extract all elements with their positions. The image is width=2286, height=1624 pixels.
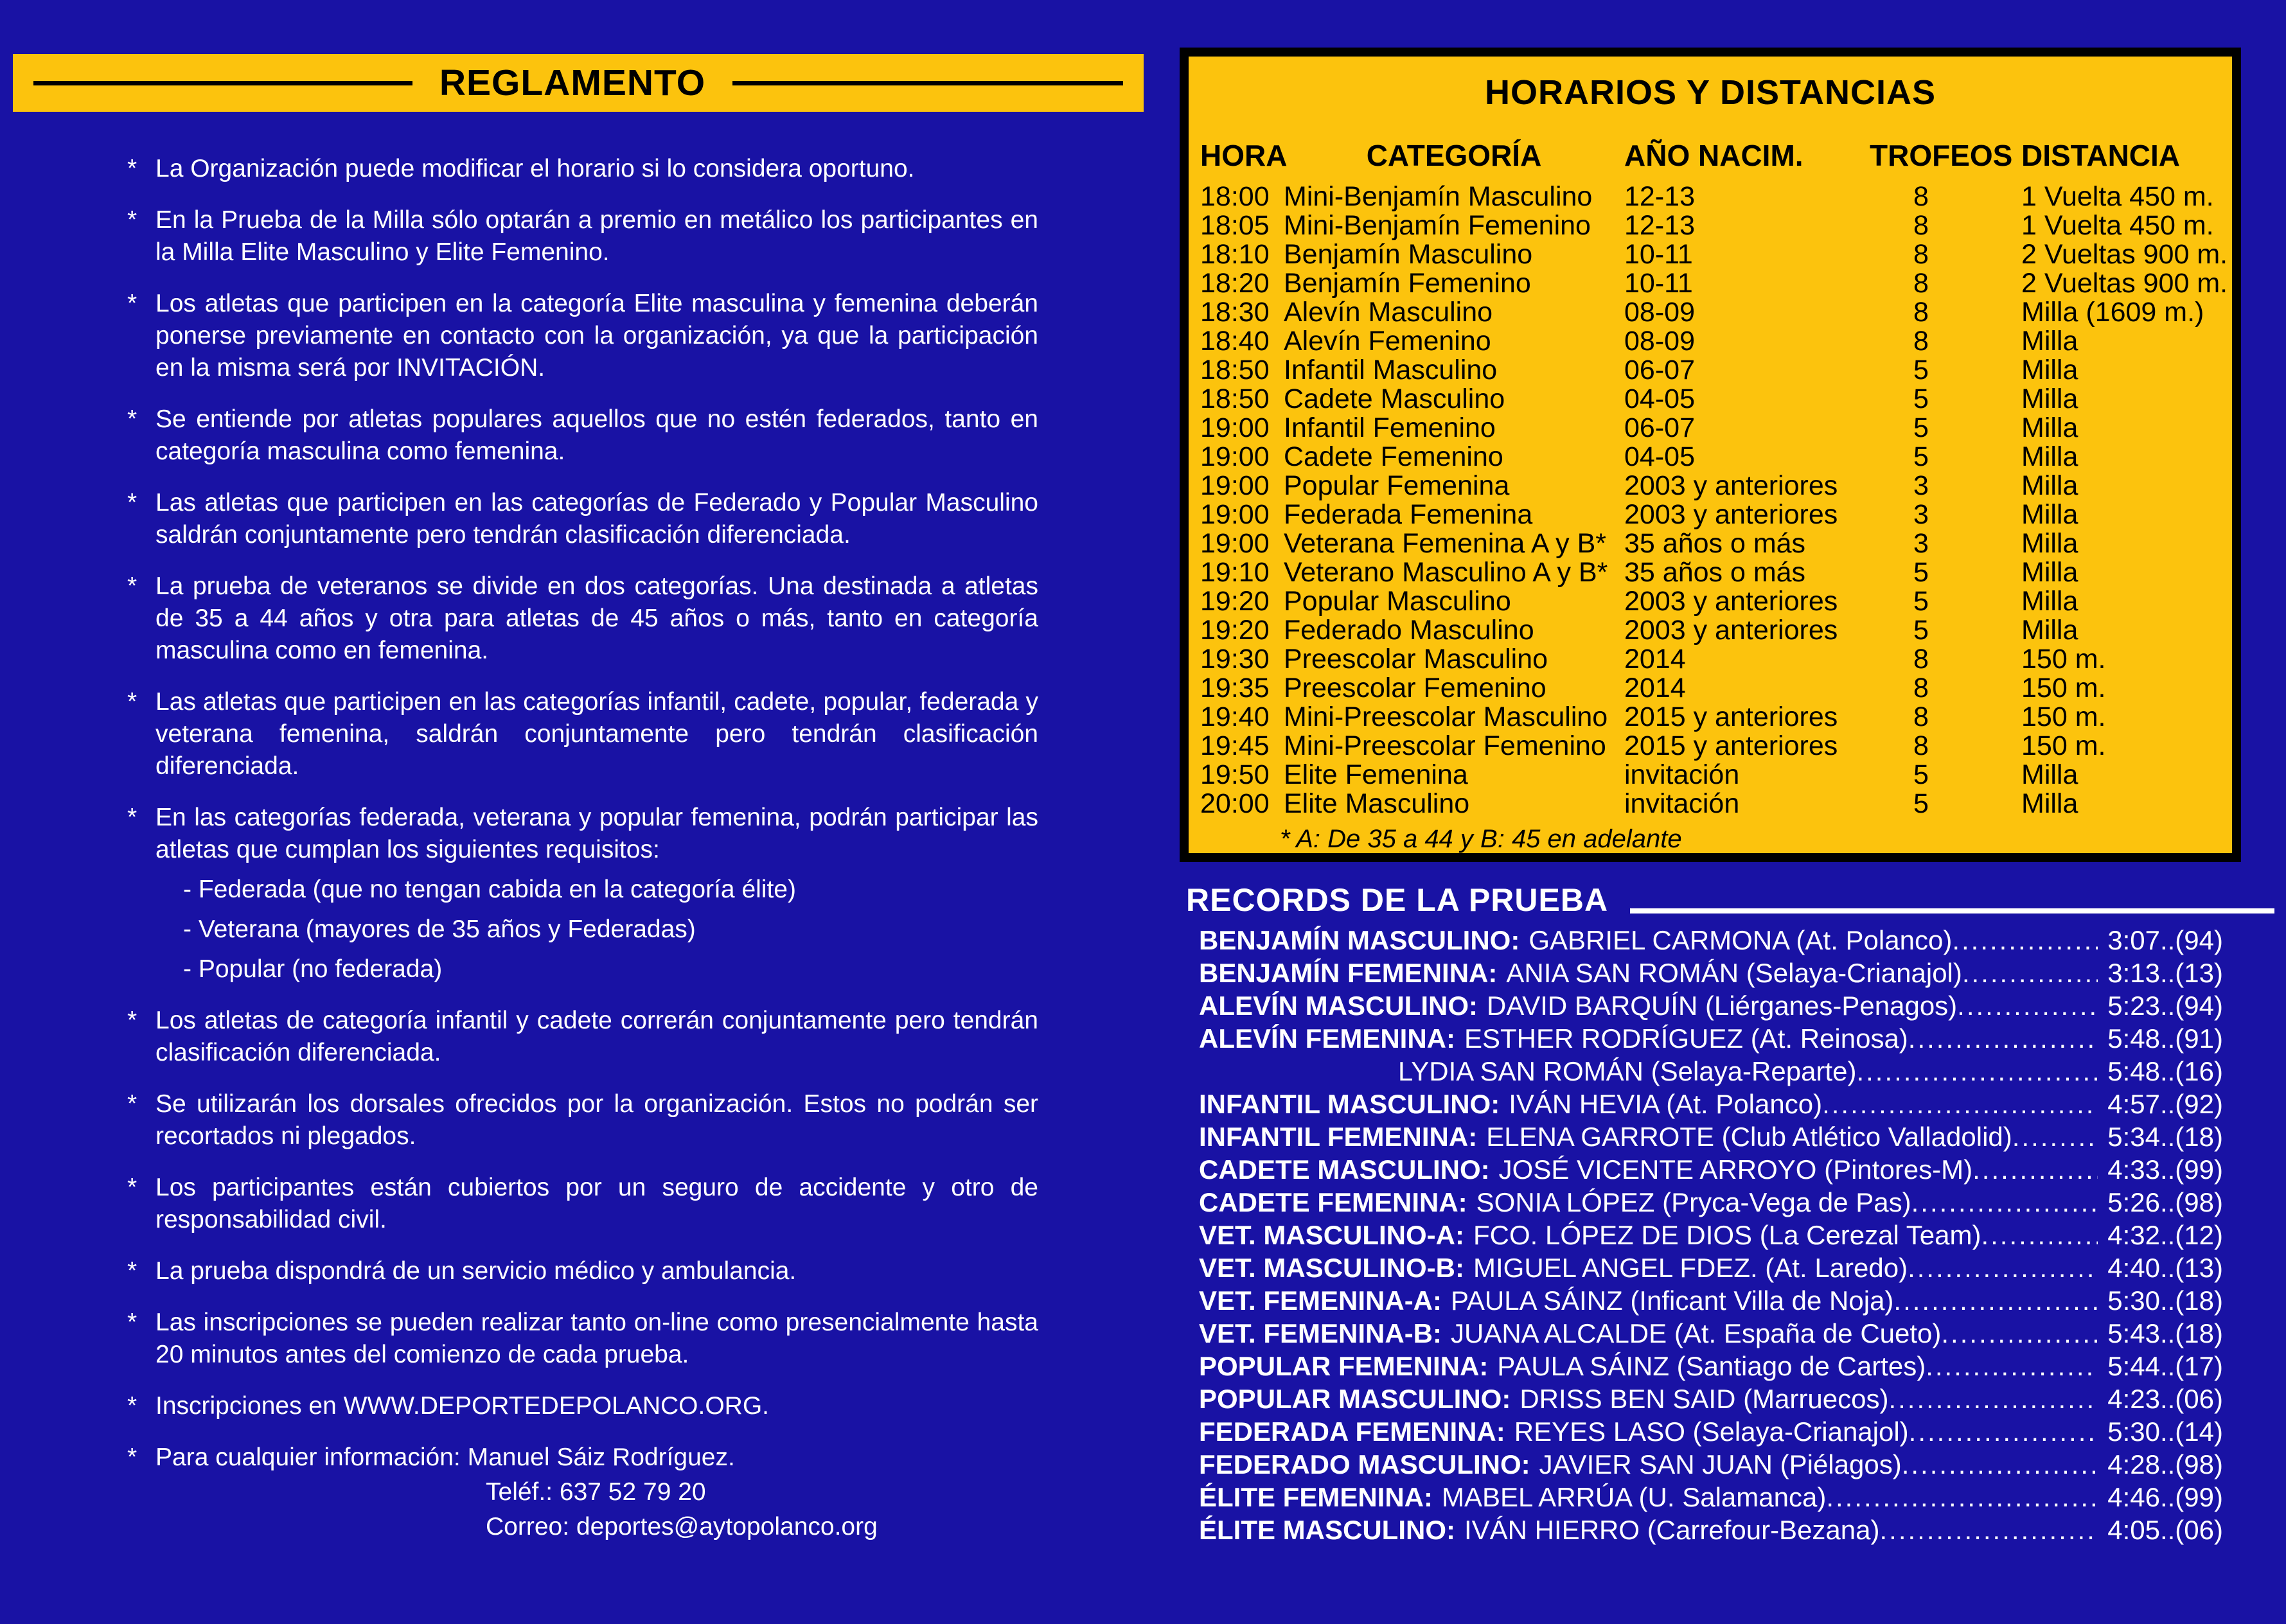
schedule-footnote: * A: De 35 a 44 y B: 45 en adelante — [1280, 825, 1682, 853]
rule-item-text: Teléf.: 637 52 79 20 — [486, 1478, 706, 1506]
cell-categoria: Alevín Masculino — [1284, 297, 1493, 328]
cell-trofeos: 8 — [1913, 730, 1929, 761]
leader-dots — [1926, 1351, 2098, 1382]
cell-hora: 18:50 — [1200, 355, 1270, 385]
rule-item — [126, 1005, 1038, 1088]
rule-item — [126, 288, 1038, 403]
cell-categoria: Benjamín Femenino — [1284, 268, 1531, 299]
record-time: 5:26..(98) — [2107, 1187, 2223, 1217]
leader-dots — [1981, 1220, 2098, 1251]
cell-ano-nacim: 12-13 — [1624, 210, 1695, 241]
rule-item — [126, 802, 1038, 885]
cell-ano-nacim: 06-07 — [1624, 412, 1695, 443]
cell-hora: 18:30 — [1200, 297, 1270, 328]
record-time: 4:28..(98) — [2107, 1449, 2223, 1479]
records-underline — [1630, 908, 2274, 914]
cell-distancia: 1 Vuelta 450 m. — [2021, 181, 2214, 212]
cell-categoria: Mini-Preescolar Masculino — [1284, 702, 1608, 732]
record-holder-name: IVÁN HEVIA (At. Polanco) — [1509, 1089, 1823, 1119]
record-time: 4:46..(99) — [2107, 1482, 2223, 1512]
schedule-row — [1200, 529, 2220, 558]
leader-dots — [1908, 1253, 2098, 1284]
record-row — [1199, 1449, 2223, 1482]
cell-distancia: Milla — [2021, 441, 2078, 472]
cell-hora: 20:00 — [1200, 788, 1270, 819]
cell-trofeos: 8 — [1913, 239, 1929, 270]
schedule-row — [1200, 443, 2220, 472]
cell-trofeos: 5 — [1913, 759, 1929, 790]
cell-hora: 19:40 — [1200, 702, 1270, 732]
rule-item-text: - Federada (que no tengan cabida en la categoría élite) — [183, 876, 796, 903]
rule-item-text: Las atletas que participen en las categorías de Federado y Popular Masculino saldrán conjuntamente pero tendrán clasificación diferenciada. — [155, 489, 1038, 549]
cell-distancia: Milla — [2021, 384, 2078, 414]
cell-trofeos: 8 — [1913, 673, 1929, 703]
record-holder-name: LYDIA SAN ROMÁN (Selaya-Reparte) — [1398, 1056, 1857, 1086]
record-holder-name: DAVID BARQUÍN (Liérganes-Penagos) — [1487, 991, 1958, 1021]
record-holder-name: JOSÉ VICENTE ARROYO (Pintores-M) — [1498, 1154, 1973, 1185]
record-row — [1199, 958, 2223, 991]
leader-dots — [1909, 1417, 2098, 1447]
rule-item-text: La prueba dispondrá de un servicio médico y ambulancia. — [155, 1257, 797, 1285]
cell-ano-nacim: 04-05 — [1624, 441, 1695, 472]
record-category-label: POPULAR FEMENINA: — [1199, 1351, 1489, 1381]
cell-hora: 19:00 — [1200, 499, 1270, 530]
record-category-label: CADETE FEMENINA: — [1199, 1187, 1467, 1217]
header-distancia: DISTANCIA — [2021, 139, 2181, 172]
record-row — [1199, 1220, 2223, 1253]
header-hora: HORA — [1200, 139, 1288, 172]
cell-distancia: Milla (1609 m.) — [2021, 297, 2204, 328]
cell-distancia: 150 m. — [2021, 644, 2106, 675]
rule-item — [126, 953, 1038, 1005]
record-row — [1199, 1122, 2223, 1154]
leader-dots — [1908, 1023, 2098, 1054]
rule-item-text: En la Prueba de la Milla sólo optarán a premio en metálico los participantes en la Milla Elite Masculino y Elite Femenino. — [155, 206, 1038, 266]
cell-categoria: Mini-Benjamín Femenino — [1284, 210, 1591, 241]
header-trofeos: TROFEOS — [1870, 139, 2013, 172]
leader-dots — [1957, 991, 2098, 1021]
leader-dots — [1888, 1384, 2098, 1415]
schedule-row — [1200, 182, 2220, 211]
cell-trofeos: 3 — [1913, 499, 1929, 530]
cell-categoria: Mini-Benjamín Masculino — [1284, 181, 1593, 212]
record-time: 5:44..(17) — [2107, 1351, 2223, 1381]
schedule-row — [1200, 327, 2220, 356]
leader-dots — [1822, 1089, 2098, 1120]
bullet-asterisk: * — [127, 804, 137, 831]
record-holder-name: SONIA LÓPEZ (Pryca-Vega de Pas) — [1476, 1187, 1911, 1217]
rule-item — [126, 1088, 1038, 1172]
record-row — [1199, 1515, 2223, 1548]
rule-item — [126, 1511, 1038, 1562]
record-time: 5:48..(16) — [2107, 1056, 2223, 1086]
record-category-label: ALEVÍN FEMENINA: — [1199, 1023, 1455, 1054]
cell-distancia: Milla — [2021, 615, 2078, 646]
rule-item-text: Inscripciones en WWW.DEPORTEDEPOLANCO.ORG. — [155, 1392, 769, 1420]
bullet-asterisk: * — [127, 206, 137, 234]
cell-trofeos: 8 — [1913, 644, 1929, 675]
rule-item — [126, 403, 1038, 487]
leader-dots — [1893, 1285, 2098, 1316]
record-time: 3:13..(13) — [2107, 958, 2223, 988]
schedule-row — [1200, 587, 2220, 616]
record-holder-name: PAULA SÁINZ (Inficant Villa de Noja) — [1451, 1285, 1894, 1316]
rule-item-text: - Veterana (mayores de 35 años y Federadas) — [183, 915, 696, 943]
record-category-label: INFANTIL MASCULINO: — [1199, 1089, 1500, 1119]
schedule-row — [1200, 472, 2220, 500]
cell-ano-nacim: 2015 y anteriores — [1624, 702, 1838, 732]
rule-item-text: En las categorías federada, veterana y popular femenina, podrán participar las atletas que cumplan los siguientes requisitos: — [155, 804, 1038, 863]
cell-trofeos: 8 — [1913, 210, 1929, 241]
cell-ano-nacim: 2003 y anteriores — [1624, 586, 1838, 617]
bullet-asterisk: * — [127, 1309, 137, 1336]
schedule-row — [1200, 790, 2220, 818]
cell-trofeos: 8 — [1913, 326, 1929, 357]
record-time: 5:34..(18) — [2107, 1122, 2223, 1152]
record-row — [1199, 1089, 2223, 1122]
cell-distancia: 2 Vueltas 900 m. — [2021, 268, 2228, 299]
rule-item-text: Las inscripciones se pueden realizar tanto on-line como presencialmente hasta 20 minutos antes del comienzo de cada prueba. — [155, 1309, 1038, 1368]
cell-hora: 19:45 — [1200, 730, 1270, 761]
cell-categoria: Popular Masculino — [1284, 586, 1511, 617]
cell-hora: 19:00 — [1200, 412, 1270, 443]
bullet-asterisk: * — [127, 688, 137, 716]
record-holder-name: ANIA SAN ROMÁN (Selaya-Crianajol) — [1506, 958, 1962, 988]
schedule-row — [1200, 616, 2220, 645]
rule-item-text: La prueba de veteranos se divide en dos categorías. Una destinada a atletas de 35 a 44 años y otra para atletas de 45 años o más, tanto en categoría masculina como en femenina. — [155, 572, 1038, 664]
cell-categoria: Federado Masculino — [1284, 615, 1534, 646]
cell-trofeos: 5 — [1913, 557, 1929, 588]
record-category-label: ALEVÍN MASCULINO: — [1199, 991, 1478, 1021]
record-row — [1199, 1318, 2223, 1351]
cell-categoria: Infantil Femenino — [1284, 412, 1496, 443]
cell-trofeos: 8 — [1913, 181, 1929, 212]
record-time: 5:48..(91) — [2107, 1023, 2223, 1054]
schedule-row — [1200, 239, 2228, 270]
record-holder-name: REYES LASO (Selaya-Crianajol) — [1514, 1417, 1909, 1447]
leader-dots — [1880, 1515, 2098, 1546]
cell-distancia: Milla — [2021, 557, 2078, 588]
cell-categoria: Benjamín Masculino — [1284, 239, 1533, 270]
cell-trofeos: 5 — [1913, 788, 1929, 819]
record-time: 4:32..(12) — [2107, 1220, 2223, 1250]
schedule-row — [1200, 674, 2220, 703]
rule-item-text: Las atletas que participen en las categorías infantil, cadete, popular, federada y veterana femenina, saldrán conjuntamente pero tendrán clasificación diferenciada. — [155, 688, 1038, 780]
record-time: 4:33..(99) — [2107, 1154, 2223, 1185]
leader-dots — [1972, 1154, 2098, 1185]
cell-trofeos: 5 — [1913, 384, 1929, 414]
cell-distancia: Milla — [2021, 326, 2078, 357]
record-holder-name: GABRIEL CARMONA (At. Polanco) — [1528, 925, 1953, 955]
record-holder-name: JUANA ALCALDE (At. España de Cueto) — [1451, 1318, 1942, 1348]
cell-ano-nacim: 2015 y anteriores — [1624, 730, 1838, 761]
leader-dots — [1856, 1056, 2098, 1087]
record-category-label: CADETE MASCULINO: — [1199, 1154, 1490, 1185]
record-category-label: VET. FEMENINA-B: — [1199, 1318, 1442, 1348]
rule-item-text: - Popular (no federada) — [183, 955, 443, 983]
cell-hora: 19:50 — [1200, 759, 1270, 790]
cell-ano-nacim: 2014 — [1624, 644, 1686, 675]
cell-trofeos: 5 — [1913, 355, 1929, 385]
cell-trofeos: 5 — [1913, 586, 1929, 617]
record-holder-name: FCO. LÓPEZ DE DIOS (La Cerezal Team) — [1473, 1220, 1981, 1250]
rules-list — [126, 153, 1038, 1562]
rule-item — [126, 153, 1038, 204]
record-row — [1199, 925, 2223, 958]
cell-ano-nacim: 35 años o más — [1624, 528, 1806, 559]
rule-item-text: Los participantes están cubiertos por un seguro de accidente y otro de responsabilidad civil. — [155, 1174, 1038, 1233]
cell-ano-nacim: 10-11 — [1624, 268, 1693, 299]
record-row — [1199, 1417, 2223, 1449]
schedule-title: HORARIOS Y DISTANCIAS — [1484, 73, 1936, 112]
cell-ano-nacim: 10-11 — [1624, 239, 1693, 270]
header-ano-nacim: AÑO NACIM. — [1624, 139, 1803, 172]
leader-dots — [1941, 1318, 2098, 1349]
rule-item-text: Para cualquier información: Manuel Sáiz Rodríguez. — [155, 1443, 735, 1471]
cell-distancia: Milla — [2021, 528, 2078, 559]
schedule-row — [1200, 732, 2220, 761]
cell-hora: 19:10 — [1200, 557, 1270, 588]
cell-hora: 18:05 — [1200, 210, 1270, 241]
leader-dots — [1902, 1449, 2098, 1480]
rule-item — [126, 487, 1038, 570]
record-time: 5:23..(94) — [2107, 991, 2223, 1021]
bullet-asterisk: * — [127, 155, 137, 182]
rule-item-text: Los atletas que participen en la categoría Elite masculina y femenina deberán ponerse previamente en contacto con la organización, ya que la participación en la misma será por INVITACIÓN. — [155, 290, 1038, 382]
record-row — [1199, 1187, 2223, 1220]
record-holder-name: JAVIER SAN JUAN (Piélagos) — [1539, 1449, 1902, 1479]
cell-trofeos: 3 — [1913, 470, 1929, 501]
rule-item-text: Los atletas de categoría infantil y cadete correrán conjuntamente pero tendrán clasificación diferenciada. — [155, 1007, 1038, 1066]
cell-categoria: Veterana Femenina A y B* — [1284, 528, 1606, 559]
schedule-row — [1200, 356, 2220, 385]
cell-hora: 18:10 — [1200, 239, 1270, 270]
record-time: 4:23..(06) — [2107, 1384, 2223, 1414]
cell-hora: 19:20 — [1200, 615, 1270, 646]
schedule-body — [1200, 181, 2228, 819]
record-category-label: BENJAMÍN FEMENINA: — [1199, 958, 1498, 988]
cell-hora: 19:30 — [1200, 644, 1270, 675]
cell-distancia: 150 m. — [2021, 730, 2106, 761]
rule-item — [126, 1390, 1038, 1442]
cell-categoria: Popular Femenina — [1284, 470, 1510, 501]
cell-distancia: 150 m. — [2021, 702, 2106, 732]
cell-ano-nacim: 12-13 — [1624, 181, 1695, 212]
schedule-row — [1200, 500, 2220, 529]
header-categoria: CATEGORÍA — [1366, 139, 1542, 172]
cell-ano-nacim: 35 años o más — [1624, 557, 1806, 588]
schedule-row — [1200, 703, 2220, 732]
cell-hora: 18:40 — [1200, 326, 1270, 357]
cell-categoria: Veterano Masculino A y B* — [1284, 557, 1608, 588]
cell-trofeos: 3 — [1913, 528, 1929, 559]
bullet-asterisk: * — [127, 1443, 137, 1471]
record-holder-name: ESTHER RODRÍGUEZ (At. Reinosa) — [1464, 1023, 1908, 1054]
schedule-row — [1200, 558, 2220, 587]
record-time: 4:40..(13) — [2107, 1253, 2223, 1283]
schedule-row — [1200, 211, 2220, 240]
reglamento-band — [13, 54, 1144, 112]
record-category-label: ÉLITE MASCULINO: — [1199, 1515, 1455, 1545]
record-holder-name: DRISS BEN SAID (Marruecos) — [1520, 1384, 1889, 1414]
bullet-asterisk: * — [127, 1174, 137, 1201]
record-row — [1199, 1351, 2223, 1384]
record-category-label: VET. MASCULINO-A: — [1199, 1220, 1464, 1250]
bullet-asterisk: * — [127, 1392, 137, 1420]
cell-trofeos: 5 — [1913, 441, 1929, 472]
cell-ano-nacim: 08-09 — [1624, 297, 1695, 328]
bullet-asterisk: * — [127, 489, 137, 516]
cell-trofeos: 8 — [1913, 702, 1929, 732]
schedule-row — [1200, 385, 2220, 414]
cell-distancia: Milla — [2021, 788, 2078, 819]
cell-distancia: 1 Vuelta 450 m. — [2021, 210, 2214, 241]
schedule-header-row — [1200, 139, 2220, 172]
cell-categoria: Elite Masculino — [1284, 788, 1470, 819]
record-category-label: INFANTIL FEMENINA: — [1199, 1122, 1478, 1152]
rule-item — [126, 204, 1038, 288]
cell-hora: 19:00 — [1200, 528, 1270, 559]
rule-item-text: Se utilizarán los dorsales ofrecidos por la organización. Estos no podrán ser recortados ni plegados. — [155, 1090, 1038, 1150]
cell-distancia: Milla — [2021, 470, 2078, 501]
cell-hora: 18:20 — [1200, 268, 1270, 299]
record-row — [1199, 1056, 2223, 1089]
rule-item — [126, 1307, 1038, 1390]
record-time: 3:07..(94) — [2107, 925, 2223, 955]
records-section-header — [1186, 879, 2274, 921]
record-row — [1199, 1023, 2223, 1056]
rule-item — [126, 686, 1038, 802]
schedule-table — [1180, 48, 2241, 862]
record-time: 5:30..(14) — [2107, 1417, 2223, 1447]
bullet-asterisk: * — [127, 1007, 137, 1034]
records-list — [1199, 925, 2223, 1548]
record-holder-name: PAULA SÁINZ (Santiago de Cartes) — [1497, 1351, 1926, 1381]
record-row — [1199, 1154, 2223, 1187]
heading-rule-left — [33, 81, 412, 85]
schedule-row — [1200, 761, 2220, 790]
cell-trofeos: 5 — [1913, 615, 1929, 646]
record-category-label: ÉLITE FEMENINA: — [1199, 1482, 1433, 1512]
cell-hora: 18:00 — [1200, 181, 1270, 212]
leader-dots — [1911, 1187, 2098, 1218]
record-time: 5:30..(18) — [2107, 1285, 2223, 1316]
record-category-label: POPULAR MASCULINO: — [1199, 1384, 1511, 1414]
cell-trofeos: 8 — [1913, 268, 1929, 299]
rule-item — [126, 1172, 1038, 1255]
records-title: RECORDS DE LA PRUEBA — [1186, 882, 1609, 918]
rule-item — [126, 570, 1038, 686]
cell-ano-nacim: invitación — [1624, 788, 1740, 819]
cell-categoria: Preescolar Femenino — [1284, 673, 1546, 703]
record-time: 4:05..(06) — [2107, 1515, 2223, 1545]
cell-ano-nacim: 2003 y anteriores — [1624, 615, 1838, 646]
schedule-row — [1200, 645, 2220, 674]
rule-item-text: Correo: deportes@aytopolanco.org — [486, 1513, 878, 1540]
record-row — [1199, 1253, 2223, 1285]
cell-trofeos: 5 — [1913, 412, 1929, 443]
cell-categoria: Cadete Femenino — [1284, 441, 1503, 472]
cell-ano-nacim: 06-07 — [1624, 355, 1695, 385]
cell-ano-nacim: 08-09 — [1624, 326, 1695, 357]
cell-categoria: Cadete Masculino — [1284, 384, 1505, 414]
cell-distancia: 2 Vueltas 900 m. — [2021, 239, 2228, 270]
cell-categoria: Elite Femenina — [1284, 759, 1468, 790]
leader-dots — [1952, 925, 2098, 956]
cell-distancia: Milla — [2021, 355, 2078, 385]
cell-ano-nacim: invitación — [1624, 759, 1740, 790]
cell-distancia: 150 m. — [2021, 673, 2106, 703]
heading-rule-right — [732, 81, 1123, 85]
bullet-asterisk: * — [127, 1090, 137, 1118]
cell-distancia: Milla — [2021, 499, 2078, 530]
cell-ano-nacim: 04-05 — [1624, 384, 1695, 414]
record-category-label: BENJAMÍN MASCULINO: — [1199, 925, 1520, 955]
cell-hora: 18:50 — [1200, 384, 1270, 414]
record-row — [1199, 1384, 2223, 1417]
record-holder-name: ELENA GARROTE (Club Atlético Valladolid) — [1486, 1122, 2012, 1152]
record-category-label: VET. MASCULINO-B: — [1199, 1253, 1464, 1283]
cell-categoria: Infantil Masculino — [1284, 355, 1498, 385]
record-holder-name: MIGUEL ANGEL FDEZ. (At. Laredo) — [1473, 1253, 1908, 1283]
cell-categoria: Alevín Femenino — [1284, 326, 1491, 357]
record-holder-name: IVÁN HIERRO (Carrefour-Bezana) — [1464, 1515, 1880, 1545]
record-time: 5:43..(18) — [2107, 1318, 2223, 1348]
cell-hora: 19:00 — [1200, 441, 1270, 472]
leader-dots — [1962, 958, 2098, 989]
cell-distancia: Milla — [2021, 586, 2078, 617]
record-category-label: FEDERADO MASCULINO: — [1199, 1449, 1530, 1479]
cell-hora: 19:00 — [1200, 470, 1270, 501]
cell-distancia: Milla — [2021, 759, 2078, 790]
record-time: 4:57..(92) — [2107, 1089, 2223, 1119]
cell-hora: 19:20 — [1200, 586, 1270, 617]
cell-categoria: Mini-Preescolar Femenino — [1284, 730, 1606, 761]
reglamento-title: REGLAMENTO — [439, 62, 706, 103]
record-row — [1199, 991, 2223, 1023]
cell-trofeos: 8 — [1913, 297, 1929, 328]
record-category-label: FEDERADA FEMENINA: — [1199, 1417, 1505, 1447]
leader-dots — [2012, 1122, 2098, 1152]
bullet-asterisk: * — [127, 572, 137, 600]
cell-categoria: Federada Femenina — [1284, 499, 1533, 530]
cell-ano-nacim: 2014 — [1624, 673, 1686, 703]
rule-item — [126, 1255, 1038, 1307]
rule-item-text: Se entiende por atletas populares aquellos que no estén federados, tanto en categoría masculina como femenina. — [155, 405, 1038, 465]
schedule-row — [1200, 268, 2228, 299]
record-row — [1199, 1482, 2223, 1515]
cell-distancia: Milla — [2021, 412, 2078, 443]
cell-categoria: Preescolar Masculino — [1284, 644, 1548, 675]
leader-dots — [1826, 1482, 2098, 1513]
cell-hora: 19:35 — [1200, 673, 1270, 703]
schedule-row — [1200, 298, 2220, 327]
bullet-asterisk: * — [127, 1257, 137, 1285]
rule-item-text: La Organización puede modificar el horario si lo considera oportuno. — [155, 155, 915, 182]
schedule-row — [1200, 414, 2220, 443]
record-holder-name: MABEL ARRÚA (U. Salamanca) — [1442, 1482, 1827, 1512]
record-row — [1199, 1285, 2223, 1318]
bullet-asterisk: * — [127, 405, 137, 433]
cell-ano-nacim: 2003 y anteriores — [1624, 470, 1838, 501]
bullet-asterisk: * — [127, 290, 137, 317]
record-category-label: VET. FEMENINA-A: — [1199, 1285, 1442, 1316]
cell-ano-nacim: 2003 y anteriores — [1624, 499, 1838, 530]
